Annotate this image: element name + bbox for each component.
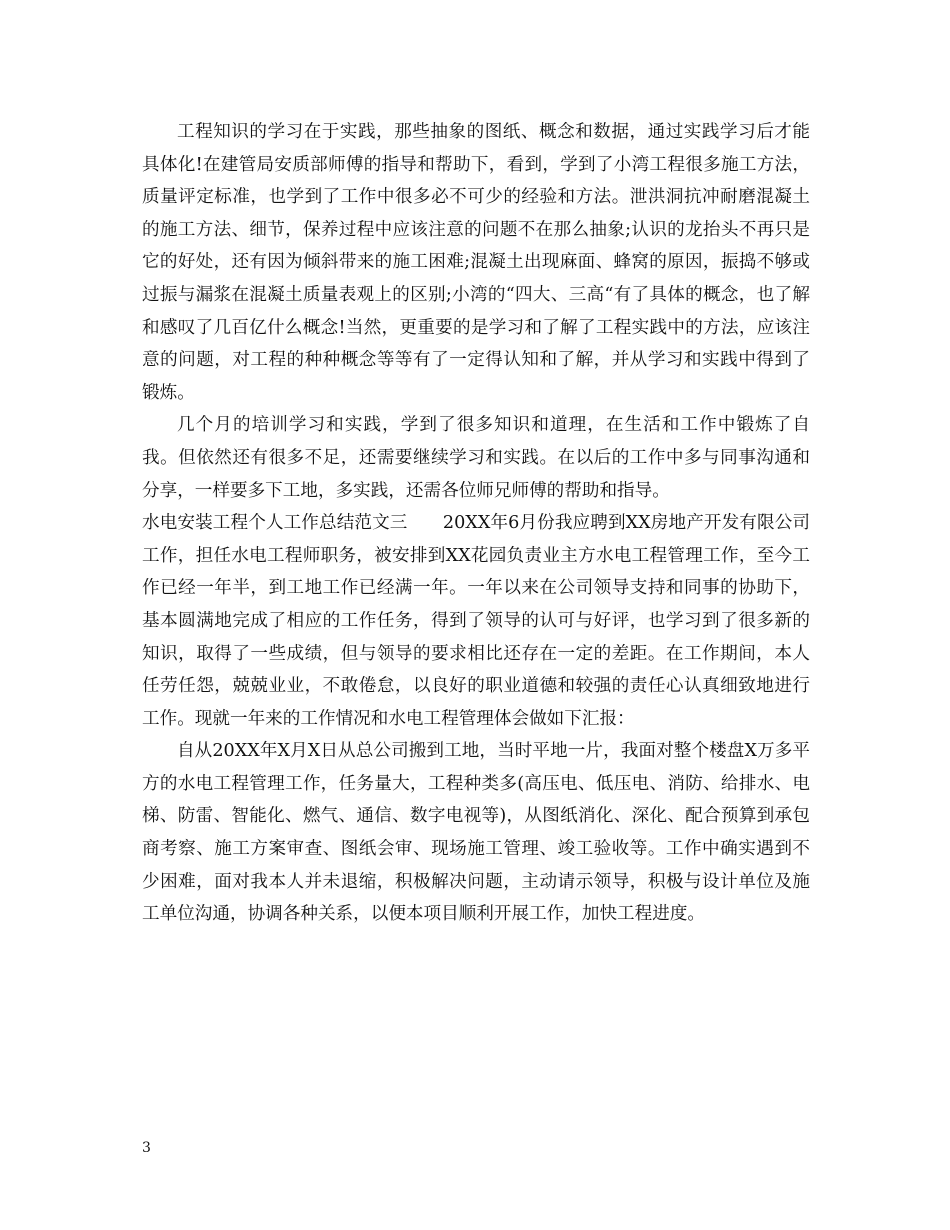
paragraph: 水电安装工程个人工作总结范文三 20XX年6月份我应聘到XX房地产开发有限公司工作，担任水电工程师职务，被安排到XX花园负责业主方水电工程管理工作，至今工作已经一年半，到工地工作已经满一年。一年以来在公司领导支持和同事的协助下，基本圆满地完成了相应的工作任务，得到了领导的认可与好评，也学习到了很多新的知识，取得了一些成绩，但与领导的要求相比还存在一定的差距。在工作期间，本人任劳任怨，兢兢业业，不敢倦怠，以良好的职业道德和较强的责任心认真细致地进行工作。现就一年来的工作情况和水电工程管理体会做如下汇报：: [142, 513, 810, 729]
paragraph: 几个月的培训学习和实践，学到了很多知识和道理，在生活和工作中锻炼了自我。但依然还有很多不足，还需要继续学习和实践。在以后的工作中多与同事沟通和分享，一样要多下工地，多实践，还需各位师兄师傅的帮助和指导。: [142, 415, 810, 501]
body-text: [142, 116, 810, 931]
paragraph: 自从20XX年X月X日从总公司搬到工地，当时平地一片，我面对整个楼盘X万多平方的水电工程管理工作，任务量大，工程种类多(高压电、低压电、消防、给排水、电梯、防雷、智能化、燃气、通信、数字电视等)，从图纸消化、深化、配合预算到承包商考察、施工方案审查、图纸会审、现场施工管理、竣工验收等。工作中确实遇到不少困难，面对我本人并未退缩，积极解决问题，主动请示领导，积极与设计单位及施工单位沟通，协调各种关系，以便本项目顺利开展工作，加快工程进度。: [142, 741, 810, 925]
page-number: 3: [142, 1140, 151, 1156]
paragraph: 工程知识的学习在于实践，那些抽象的图纸、概念和数据，通过实践学习后才能具体化!在建管局安质部师傅的指导和帮助下，看到，学到了小湾工程很多施工方法，质量评定标准，也学到了工作中很多必不可少的经验和方法。泄洪洞抗冲耐磨混凝土的施工方法、细节，保养过程中应该注意的问题不在那么抽象;认识的龙抬头不再只是它的好处，还有因为倾斜带来的施工困难;混凝土出现麻面、蜂窝的原因，振捣不够或过振与漏浆在混凝土质量表观上的区别;小湾的“四大、三高“有了具体的概念，也了解和感叹了几百亿什么概念!当然，更重要的是学习和了解了工程实践中的方法，应该注意的问题，对工程的种种概念等等有了一定得认知和了解，并从学习和实践中得到了锻炼。: [142, 122, 810, 403]
